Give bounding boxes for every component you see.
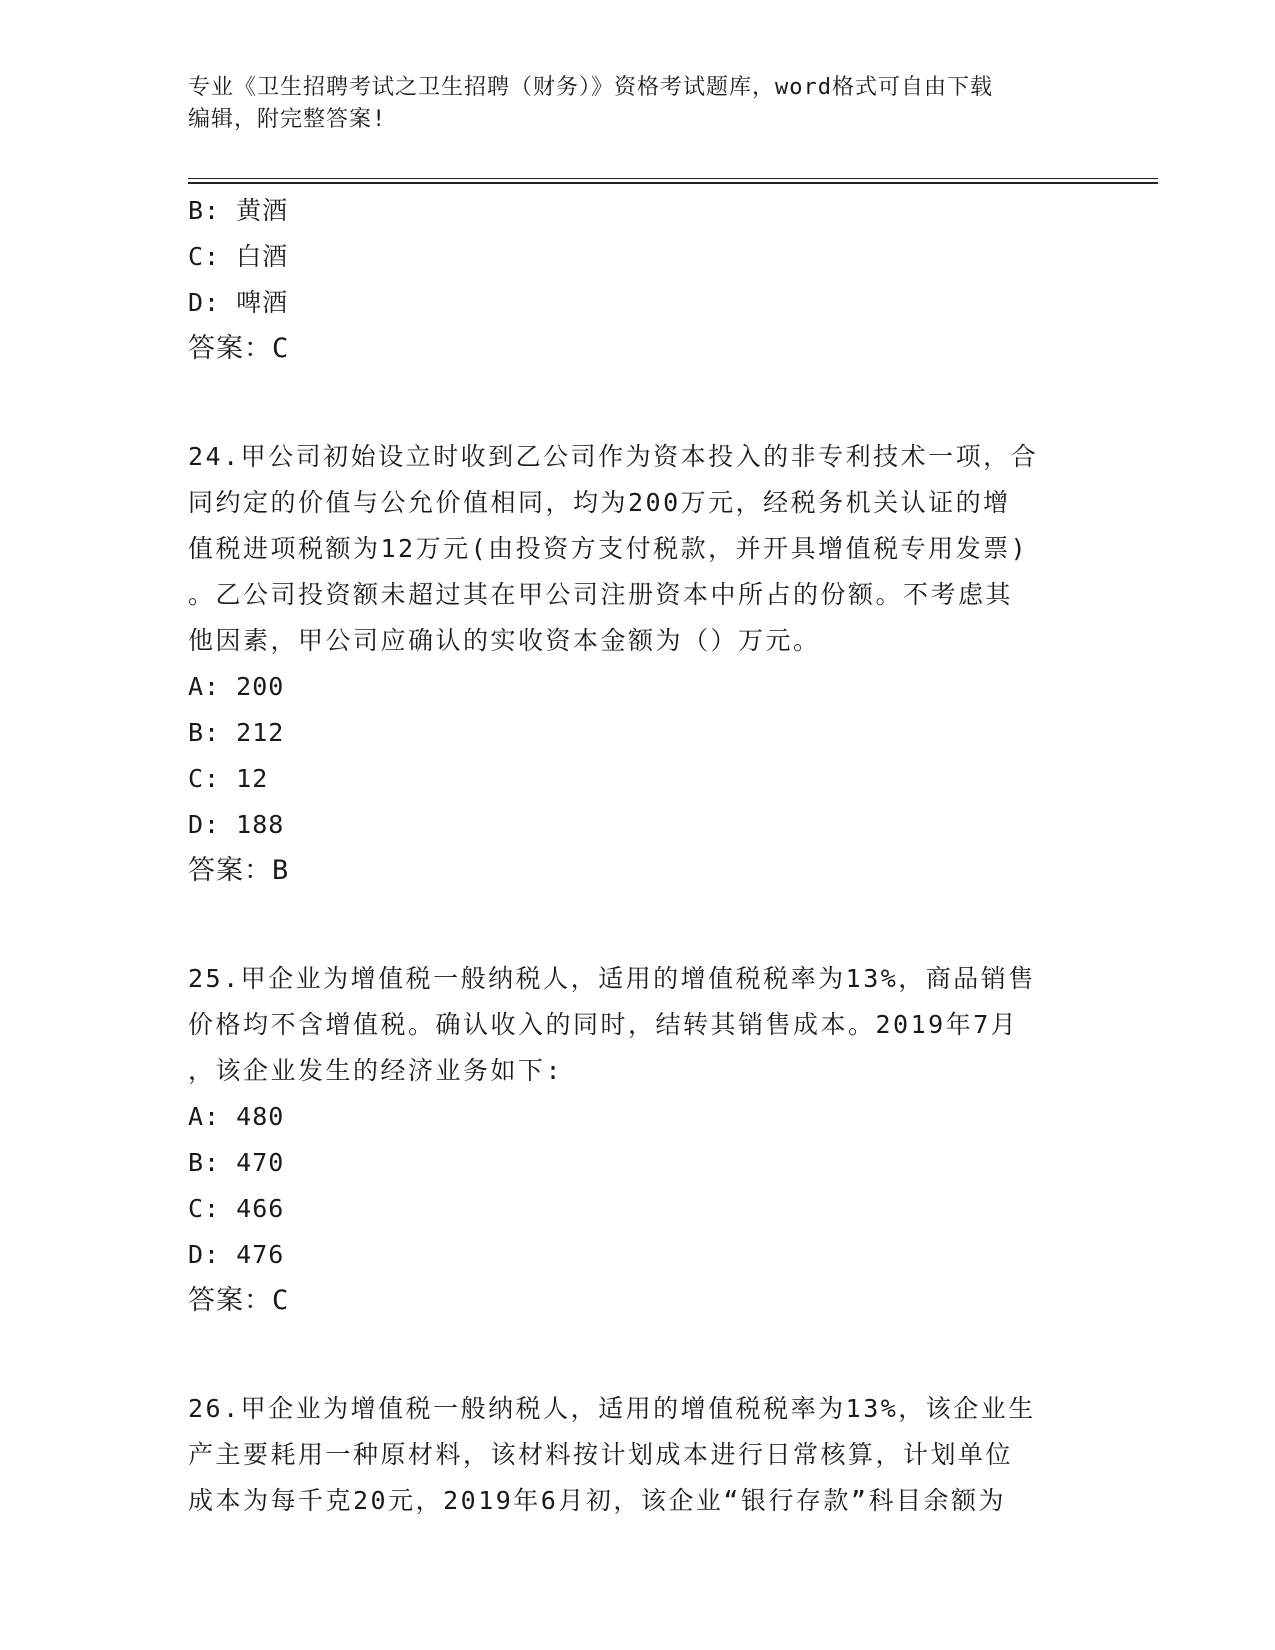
question-line: ，该企业发生的经济业务如下: [188,1056,564,1085]
question-text [188,434,1088,664]
option-b: B: 212 [188,718,285,747]
header-divider-thick [188,182,1158,184]
option-d: D: 啤酒 [188,288,289,317]
option-a: A: 200 [188,672,285,701]
option-c: C: 466 [188,1194,285,1223]
page-header [188,72,1088,136]
question-25 [188,956,1088,1324]
question-line: 24.甲公司初始设立时收到乙公司作为资本投入的非专利技术一项，合 [188,442,1039,471]
question-line: 产主要耗用一种原材料，该材料按计划成本进行日常核算，计划单位 [188,1440,1014,1469]
question-line: 26.甲企业为增值税一般纳税人，适用的增值税税率为13%，该企业生 [188,1394,1036,1423]
header-line-2: 编辑，附完整答案! [188,107,387,132]
question-line: 他因素，甲公司应确认的实收资本金额为（）万元。 [188,626,821,655]
option-b: B: 470 [188,1148,285,1177]
question-line: 成本为每千克20元，2019年6月初，该企业“银行存款”科目余额为 [188,1486,1006,1515]
question-text [188,1386,1088,1524]
option-d: D: 476 [188,1240,285,1269]
answer-line: 答案：C [188,333,290,364]
answer-line: 答案：C [188,1285,290,1316]
question-line: 值税进项税额为12万元(由投资方支付税款，并开具增值税专用发票) [188,534,1029,563]
option-b: B: 黄酒 [188,196,289,225]
answer-line: 答案：B [188,855,290,886]
question-list [188,188,1088,1524]
option-c: C: 白酒 [188,242,289,271]
question-24 [188,434,1088,894]
question-text [188,956,1088,1094]
header-line-1: 专业《卫生招聘考试之卫生招聘（财务）》资格考试题库，word格式可自由下载 [188,75,993,100]
question-23 [188,188,1088,372]
header-divider-thin [188,178,1158,179]
question-26 [188,1386,1088,1524]
question-line: 25.甲企业为增值税一般纳税人，适用的增值税税率为13%，商品销售 [188,964,1036,993]
question-line: 价格均不含增值税。确认收入的同时，结转其销售成本。2019年7月 [188,1010,1019,1039]
option-c: C: 12 [188,764,269,793]
question-line: 。乙公司投资额未超过其在甲公司注册资本中所占的份额。不考虑其 [188,580,1014,609]
question-line: 同约定的价值与公允价值相同，均为200万元，经税务机关认证的增 [188,488,1011,517]
option-a: A: 480 [188,1102,285,1131]
option-d: D: 188 [188,810,285,839]
